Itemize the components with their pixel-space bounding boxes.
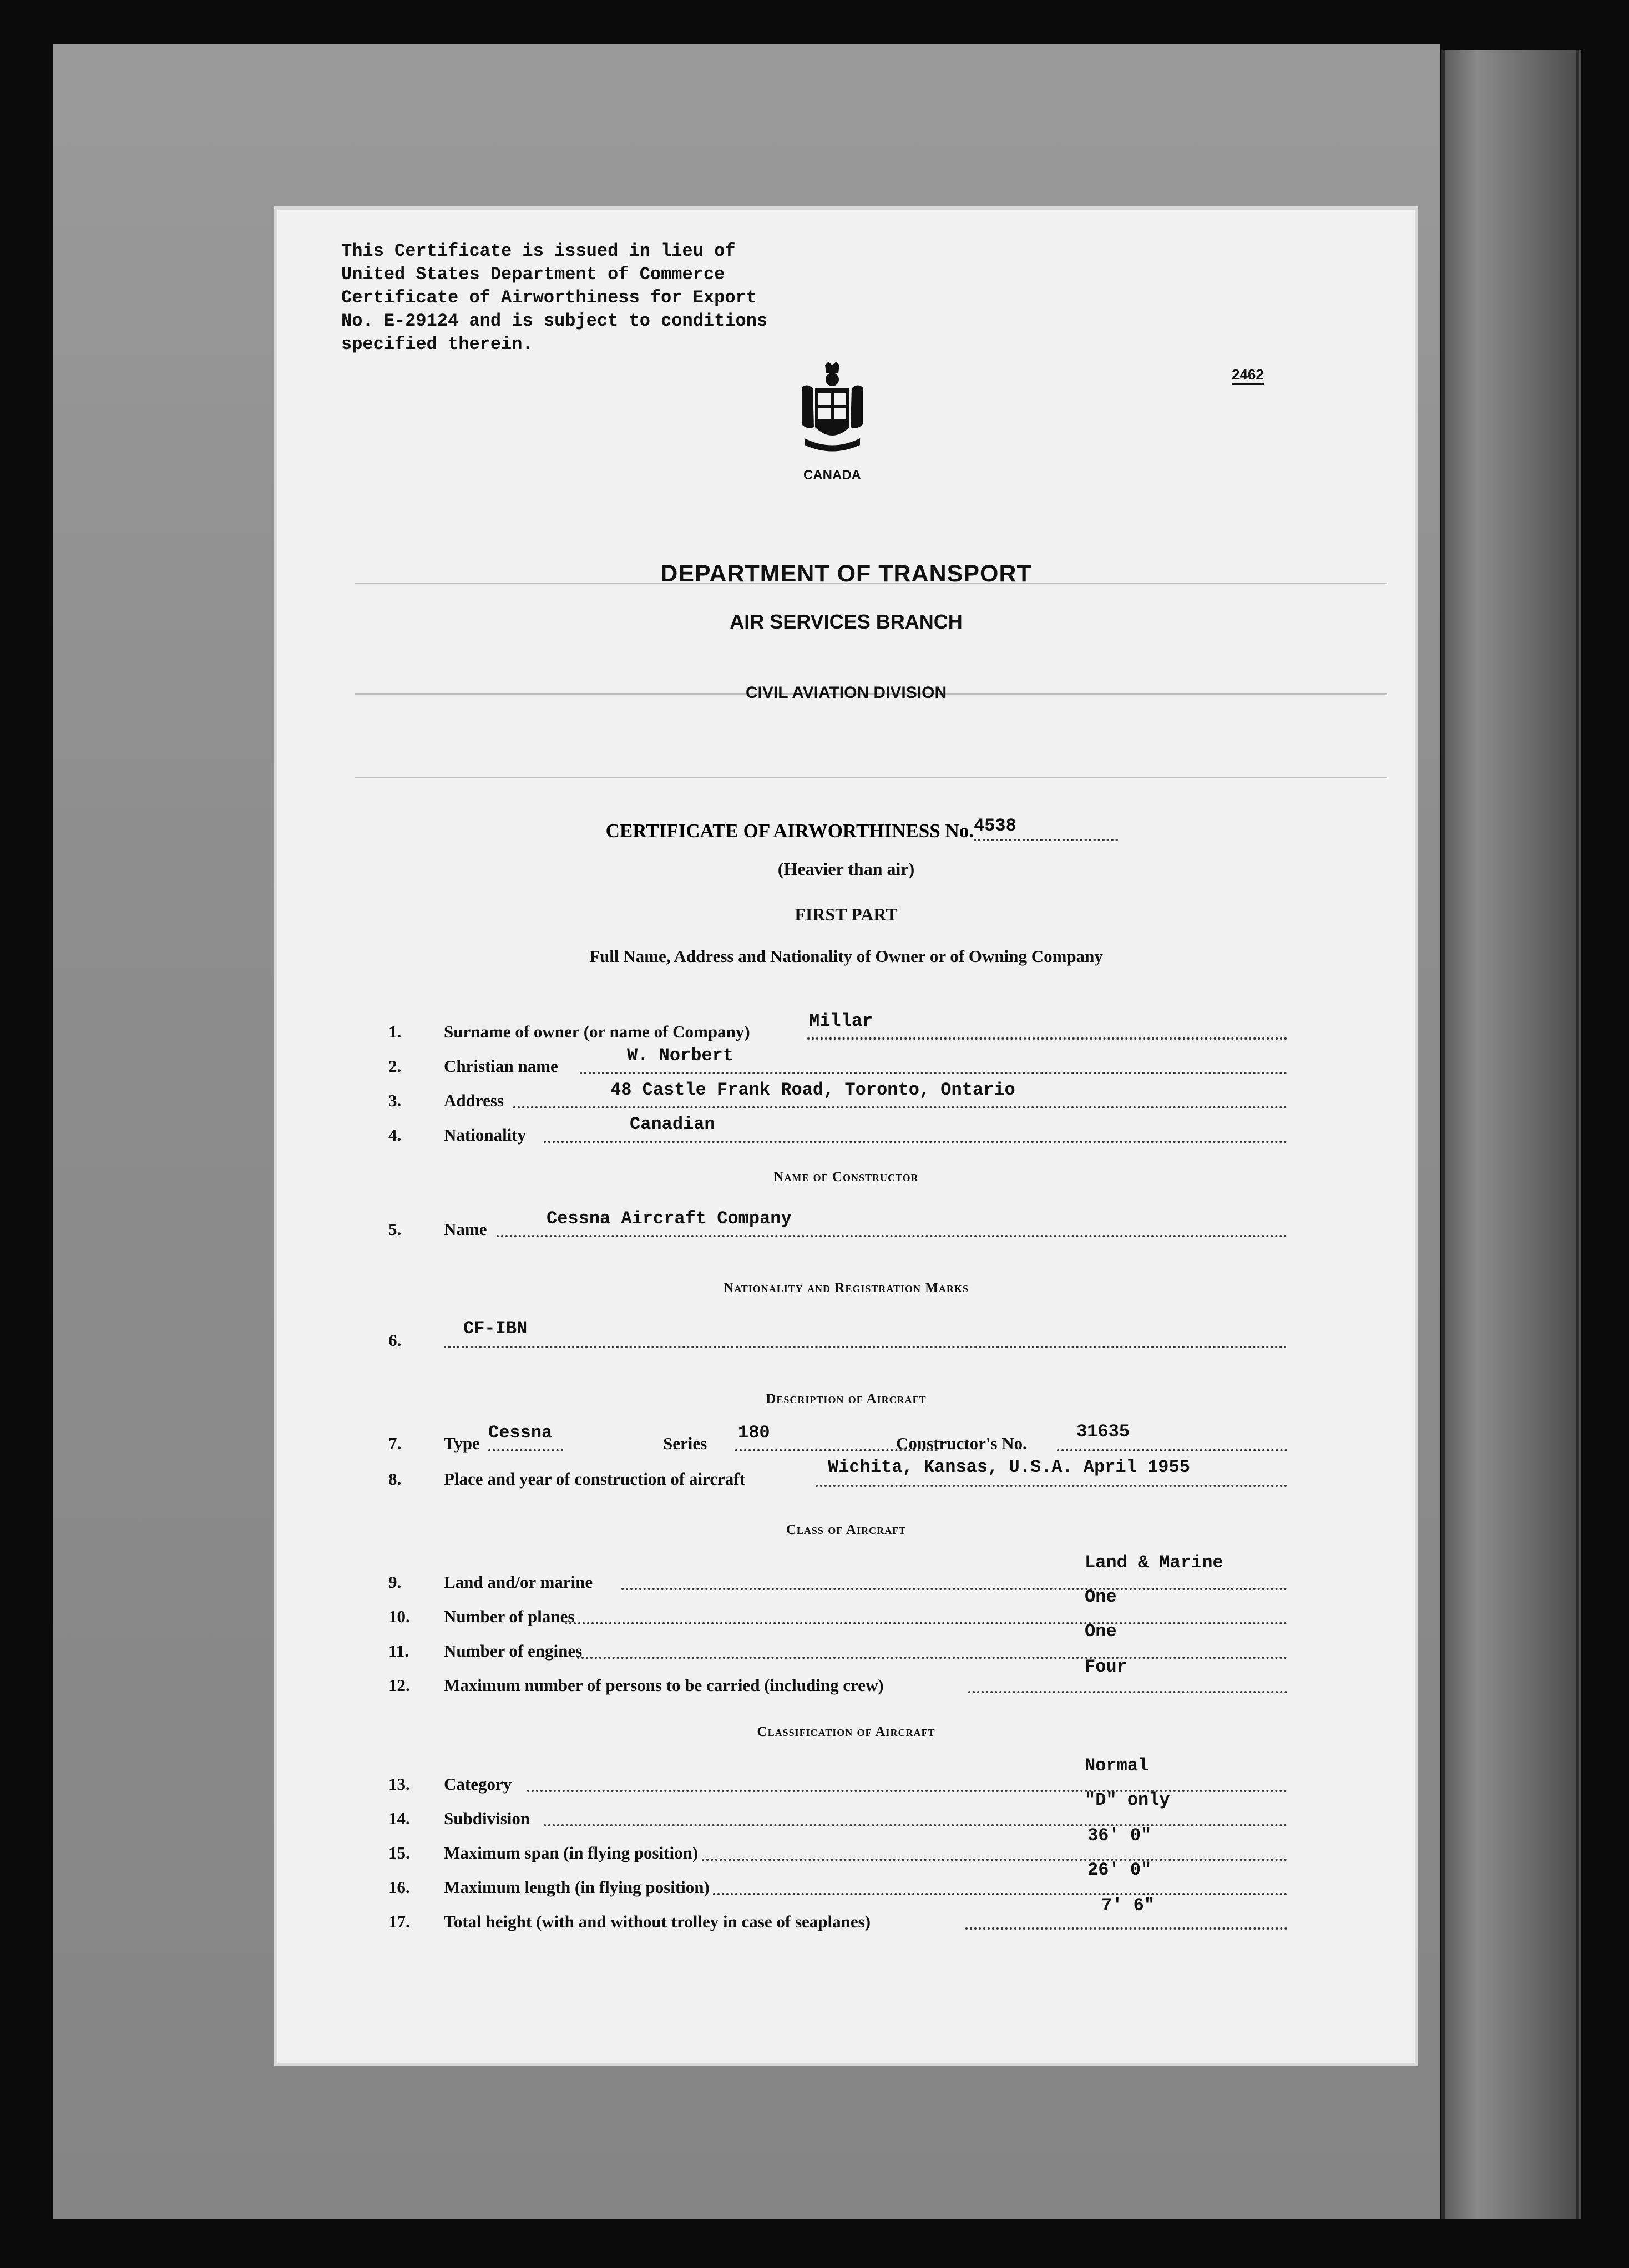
field-label: Number of planes (444, 1607, 575, 1626)
field-label: Series (663, 1434, 707, 1453)
max-span-value: 36' 0" (1087, 1825, 1152, 1846)
field-number: 10. (388, 1607, 410, 1626)
stamp-line: This Certificate is issued in lieu of (341, 241, 736, 261)
christian-name-value: W. Norbert (627, 1045, 734, 1066)
registration-marks-value: CF-IBN (463, 1318, 528, 1339)
field-row-number-engines (388, 1641, 1287, 1663)
field-number: 9. (388, 1572, 402, 1592)
dotted-line (713, 1893, 1287, 1895)
field-number: 15. (388, 1843, 410, 1862)
nationality-value: Canadian (630, 1114, 715, 1135)
certificate-title: CERTIFICATE OF AIRWORTHINESS No. (605, 820, 974, 842)
max-persons-value: Four (1085, 1657, 1127, 1677)
field-number: 7. (388, 1434, 402, 1453)
field-label: Type (444, 1434, 480, 1453)
field-row-max-span (388, 1843, 1287, 1865)
field-row-number-planes (388, 1607, 1287, 1629)
dotted-line (527, 1790, 1287, 1792)
owner-surname-value: Millar (809, 1011, 873, 1031)
field-number: 6. (388, 1330, 402, 1350)
field-label: Subdivision (444, 1809, 530, 1828)
land-marine-value: Land & Marine (1085, 1552, 1223, 1573)
crest-label: CANADA (803, 468, 861, 483)
dotted-line (580, 1072, 1287, 1074)
field-row-nationality (388, 1125, 1287, 1147)
address-value: 48 Castle Frank Road, Toronto, Ontario (610, 1080, 1015, 1100)
dotted-line (544, 1141, 1287, 1143)
field-row-christian-name (388, 1056, 1287, 1079)
field-number: 11. (388, 1641, 409, 1660)
dotted-line (968, 1691, 1287, 1693)
constructor-number-value: 31635 (1076, 1421, 1130, 1442)
lieu-stamp (341, 240, 841, 356)
class-heading: Class of Aircraft (786, 1522, 907, 1537)
field-row-max-persons (388, 1675, 1287, 1698)
dotted-line (513, 1106, 1287, 1108)
total-height-value: 7' 6" (1101, 1895, 1155, 1916)
certificate-subtitle: (Heavier than air) (777, 859, 915, 879)
department-title: DEPARTMENT OF TRANSPORT (660, 560, 1032, 587)
reference-number: 2462 (1232, 366, 1264, 385)
place-year-value: Wichita, Kansas, U.S.A. April 1955 (828, 1457, 1190, 1477)
series-value: 180 (738, 1422, 770, 1443)
field-label: Address (444, 1091, 504, 1110)
field-number: 5. (388, 1219, 402, 1239)
mount-edge-line (1441, 50, 1445, 2219)
field-row-constructor-name (388, 1219, 1287, 1242)
owner-heading: Full Name, Address and Nationality of Owner or of Owning Company (589, 946, 1103, 966)
dotted-line (1057, 1449, 1287, 1451)
marks-heading: Nationality and Registration Marks (724, 1280, 969, 1295)
field-label: Category (444, 1774, 512, 1794)
aircraft-type-value: Cessna (488, 1422, 553, 1443)
max-length-value: 26' 0" (1087, 1860, 1152, 1880)
bleed-through-line (355, 777, 1387, 778)
field-number: 14. (388, 1809, 410, 1828)
dotted-line (565, 1622, 1287, 1624)
field-number: 3. (388, 1091, 402, 1110)
field-label: Maximum length (in flying position) (444, 1877, 710, 1897)
field-label: Nationality (444, 1125, 527, 1145)
field-label: Surname of owner (or name of Company) (444, 1022, 750, 1041)
mount-edge-line (1576, 50, 1579, 2219)
classification-heading: Classification of Aircraft (757, 1724, 935, 1739)
division-title: CIVIL AVIATION DIVISION (745, 684, 947, 702)
dotted-line (497, 1235, 1287, 1237)
mount-edge (1443, 50, 1581, 2219)
description-heading: Description of Aircraft (766, 1391, 927, 1406)
stamp-line: specified therein. (341, 334, 533, 355)
stamp-line: United States Department of Commerce (341, 264, 725, 285)
certificate-number: 4538 (974, 816, 1016, 836)
field-number: 1. (388, 1022, 402, 1041)
part-heading: FIRST PART (795, 904, 898, 924)
field-label: Christian name (444, 1056, 558, 1076)
field-number: 4. (388, 1125, 402, 1145)
field-number: 16. (388, 1877, 410, 1897)
field-label: Number of engines (444, 1641, 583, 1660)
dotted-line (577, 1657, 1287, 1659)
stamp-line: No. E-29124 and is subject to conditions (341, 311, 768, 331)
field-number: 13. (388, 1774, 410, 1794)
field-label: Total height (with and without trolley in case of seaplanes) (444, 1912, 871, 1931)
number-planes-value: One (1085, 1587, 1117, 1607)
field-number: 12. (388, 1675, 410, 1695)
field-label: Land and/or marine (444, 1572, 593, 1592)
dotted-line (621, 1588, 1287, 1590)
field-label: Constructor's No. (896, 1434, 1027, 1453)
field-number: 17. (388, 1912, 410, 1931)
dotted-line (702, 1859, 1287, 1861)
constructor-name-value: Cessna Aircraft Company (547, 1208, 792, 1229)
field-row-land-marine (388, 1572, 1287, 1594)
subdivision-value: "D" only (1085, 1790, 1170, 1810)
dotted-line (807, 1037, 1287, 1040)
dotted-line (965, 1927, 1287, 1930)
field-label: Place and year of construction of aircraft (444, 1469, 745, 1489)
number-engines-value: One (1085, 1621, 1117, 1642)
dotted-line (544, 1824, 1287, 1826)
dotted-line (816, 1485, 1287, 1487)
stamp-line: Certificate of Airworthiness for Export (341, 287, 757, 308)
field-label: Maximum number of persons to be carried (including crew) (444, 1675, 884, 1695)
field-row-subdivision (388, 1809, 1287, 1831)
field-number: 2. (388, 1056, 402, 1076)
constructor-heading: Name of Constructor (773, 1170, 919, 1184)
category-value: Normal (1085, 1755, 1149, 1776)
field-label: Maximum span (in flying position) (444, 1843, 699, 1862)
branch-title: AIR SERVICES BRANCH (730, 610, 963, 633)
canada-crest-icon (796, 361, 868, 458)
certificate-number-line (974, 839, 1118, 841)
field-number: 8. (388, 1469, 402, 1489)
field-label: Name (444, 1219, 487, 1239)
dotted-line (488, 1449, 563, 1451)
dotted-line (444, 1346, 1287, 1348)
